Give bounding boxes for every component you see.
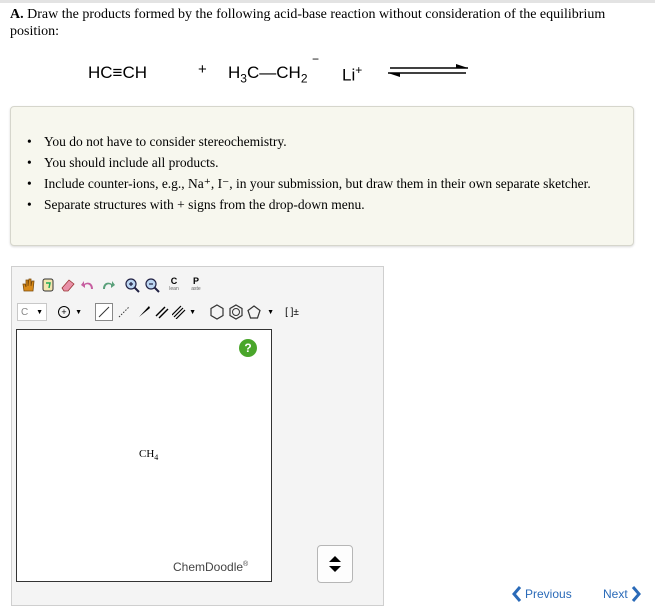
help-icon[interactable] xyxy=(239,339,257,357)
atoms-c-ch: C—CH xyxy=(246,63,301,82)
clean-label-bottom: lean xyxy=(169,286,179,292)
undo-icon[interactable] xyxy=(79,276,97,294)
chevron-down-icon: ▼ xyxy=(75,308,82,316)
reactant-ethyl-anion xyxy=(228,63,308,85)
single-bond-tool[interactable] xyxy=(95,303,113,321)
up-down-arrows-icon xyxy=(327,555,343,573)
brand-name: ChemDoodle xyxy=(173,560,244,574)
wedge-bond-icon xyxy=(137,305,151,319)
single-bond-icon xyxy=(97,305,111,319)
lasso-icon[interactable] xyxy=(39,276,57,294)
element-label: C xyxy=(21,306,29,318)
redo-icon[interactable] xyxy=(99,276,117,294)
paste-button[interactable] xyxy=(187,274,205,296)
top-divider xyxy=(0,0,655,3)
instruction-item: • You should include all products. xyxy=(44,154,614,171)
hexagon-ring-icon xyxy=(209,304,225,320)
instruction-item: • You do not have to consider stereochemistry. xyxy=(44,133,614,150)
help-label: ? xyxy=(244,341,252,355)
instructions-list xyxy=(44,133,614,217)
triple-bond-tool[interactable] xyxy=(172,303,196,321)
element-selector[interactable] xyxy=(17,303,47,321)
pentagon-ring-icon xyxy=(246,304,262,320)
subscript-2: 2 xyxy=(300,71,308,86)
double-bond-icon xyxy=(155,305,169,319)
previous-button[interactable] xyxy=(512,585,572,603)
double-bond-tool[interactable] xyxy=(153,303,171,321)
bracket-tool[interactable] xyxy=(283,303,301,321)
canvas-molecule-label[interactable] xyxy=(139,448,158,462)
zoom-out-icon[interactable] xyxy=(143,276,161,294)
instruction-item: • Include counter-ions, e.g., Na⁺, I⁻, in your submission, but draw them in their own separate sketcher. xyxy=(44,175,614,192)
paste-label-bottom: aste xyxy=(191,286,201,292)
plus-sign: + xyxy=(198,61,207,78)
clean-button[interactable] xyxy=(165,274,183,296)
previous-label: Previous xyxy=(525,587,572,601)
equilibrium-arrow-icon xyxy=(386,64,470,78)
reactant-acetylene: HC≡CH xyxy=(88,63,148,82)
chevron-down-icon: ▼ xyxy=(36,308,43,316)
positive-charge: + xyxy=(355,63,363,77)
brand-mark: ® xyxy=(243,561,249,568)
benzene-ring-icon xyxy=(228,304,244,320)
wedge-bond-tool[interactable] xyxy=(135,303,153,321)
negative-charge: − xyxy=(312,52,320,66)
counterion-lithium xyxy=(342,63,362,86)
eraser-icon[interactable] xyxy=(59,276,77,294)
subscript-3: 3 xyxy=(240,71,247,86)
question-body: Draw the products formed by the following acid-base reaction without consideration of the equilibrium position: xyxy=(10,7,606,39)
bracket-label: [ ]± xyxy=(285,306,299,318)
paste-label-top: P xyxy=(192,276,199,286)
hand-tool-icon[interactable] xyxy=(19,276,37,294)
cyclohexane-tool[interactable] xyxy=(208,303,226,321)
molecule-formula: CH xyxy=(139,448,155,460)
lithium-symbol: Li xyxy=(342,65,356,85)
molecule-subscript: 4 xyxy=(154,453,159,463)
chevron-down-icon: ▼ xyxy=(267,308,274,316)
sketcher-stepper[interactable] xyxy=(317,545,353,583)
instruction-item: • Separate structures with + signs from the drop-down menu. xyxy=(44,196,614,213)
clean-label-top: C xyxy=(170,276,178,286)
chevron-right-icon xyxy=(631,585,641,603)
atom-h: H xyxy=(228,63,241,82)
charge-plus-icon: + xyxy=(58,306,70,318)
charge-selector[interactable] xyxy=(55,303,85,321)
instructions-panel xyxy=(10,106,634,246)
zoom-in-icon[interactable] xyxy=(123,276,141,294)
question-text xyxy=(10,6,640,40)
dashed-bond-icon xyxy=(117,305,131,319)
next-button[interactable] xyxy=(603,585,641,603)
next-label: Next xyxy=(603,587,628,601)
benzene-tool[interactable] xyxy=(227,303,245,321)
dashed-bond-tool[interactable] xyxy=(115,303,133,321)
cyclopentane-tool[interactable] xyxy=(246,303,274,321)
chemdoodle-logo xyxy=(173,560,248,574)
question-part: A. xyxy=(10,7,24,22)
chevron-down-icon: ▼ xyxy=(189,308,196,316)
triple-bond-icon xyxy=(172,305,186,319)
chevron-left-icon xyxy=(512,585,522,603)
